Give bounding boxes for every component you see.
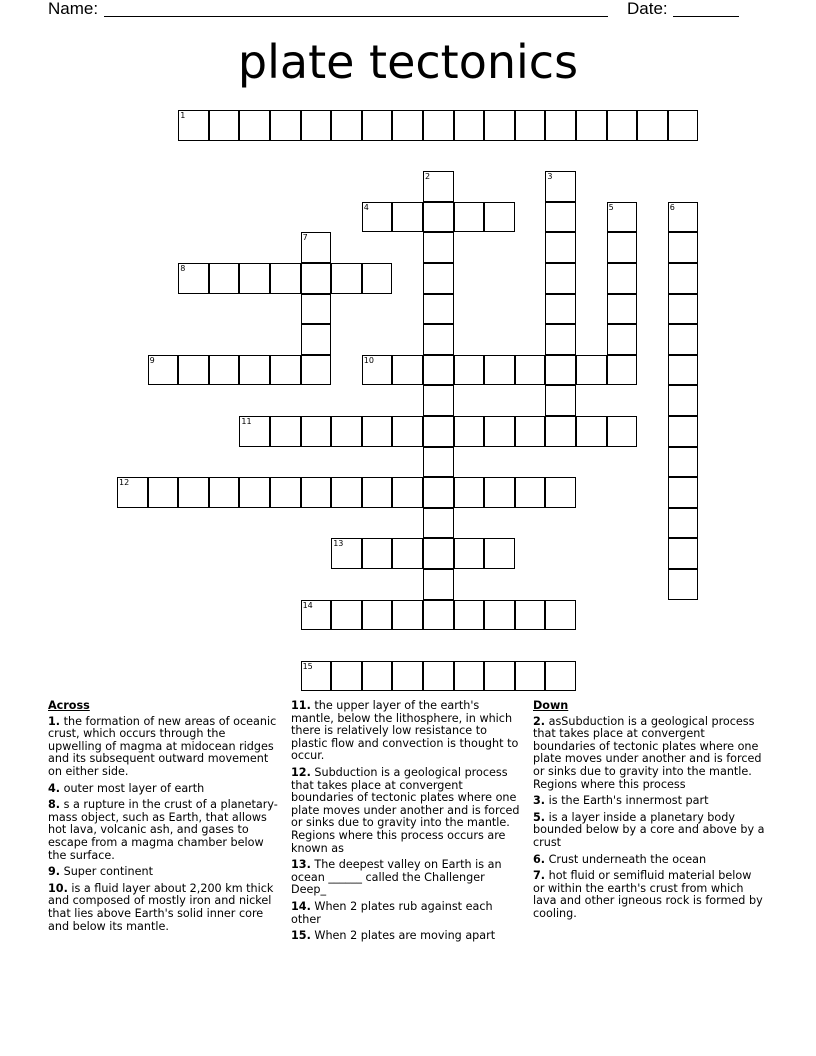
grid-cell[interactable] xyxy=(607,324,638,355)
across-clue xyxy=(48,783,280,796)
grid-cell[interactable] xyxy=(270,355,301,386)
grid-cell[interactable] xyxy=(178,355,209,386)
clue-number: 11 xyxy=(241,417,252,426)
grid-cell[interactable] xyxy=(362,416,393,447)
grid-cell[interactable] xyxy=(423,447,454,478)
grid-cell[interactable] xyxy=(668,355,699,386)
down-clue xyxy=(533,716,765,792)
clue-number: 2. xyxy=(533,714,546,728)
grid-cell[interactable] xyxy=(607,110,638,141)
across-heading: Across xyxy=(48,699,90,712)
clue-number: 5 xyxy=(608,202,614,212)
grid-cell[interactable] xyxy=(484,661,515,692)
grid-cell[interactable] xyxy=(484,538,515,569)
grid-cell[interactable] xyxy=(148,477,179,508)
name-label: Name: xyxy=(48,0,99,18)
clue-number: 15. xyxy=(291,929,311,943)
grid-cell[interactable] xyxy=(515,416,546,447)
grid-cell[interactable] xyxy=(301,477,332,508)
grid-cell[interactable] xyxy=(301,263,332,294)
grid-cell[interactable] xyxy=(668,263,699,294)
across-clues-column-1 xyxy=(48,700,280,937)
grid-cell[interactable] xyxy=(454,477,485,508)
grid-cell[interactable] xyxy=(576,416,607,447)
clue-text: is a fluid layer about 2,200 km thick and composed of mostly iron and nickel that lies above Earth's solid inner core and below its mantle. xyxy=(48,881,274,933)
clue-number: 8 xyxy=(180,264,186,273)
grid-cell[interactable] xyxy=(454,416,485,447)
clue-text: The deepest valley on Earth is an ocean ______ called the Challenger Deep_ xyxy=(291,858,502,897)
clue-text: s a rupture in the crust of a planetary-mass object, such as Earth, that allows hot lava, volcanic ash, and gases to escape from a magma chamber below the surface. xyxy=(48,798,278,862)
grid-cell[interactable] xyxy=(178,263,209,294)
grid-cell[interactable] xyxy=(423,569,454,600)
grid-cell[interactable] xyxy=(637,110,668,141)
grid-cell[interactable] xyxy=(423,355,454,386)
grid-cell[interactable] xyxy=(545,416,576,447)
clue-number: 4. xyxy=(48,781,61,795)
grid-cell[interactable] xyxy=(484,477,515,508)
clue-text: is a layer inside a planetary body bounded below by a core and above by a crust xyxy=(533,810,765,849)
grid-cell[interactable] xyxy=(423,508,454,539)
across-clue xyxy=(48,866,280,879)
clue-number: 4 xyxy=(363,202,369,212)
grid-cell[interactable] xyxy=(545,355,576,386)
grid-cell[interactable] xyxy=(178,477,209,508)
grid-cell[interactable] xyxy=(270,477,301,508)
grid-cell[interactable] xyxy=(423,232,454,263)
grid-cell[interactable] xyxy=(423,294,454,325)
grid-cell[interactable] xyxy=(331,477,362,508)
grid-cell[interactable] xyxy=(515,355,546,386)
grid-cell[interactable] xyxy=(545,171,576,202)
clue-number: 7 xyxy=(302,233,308,243)
clue-number: 9 xyxy=(149,355,155,365)
across-clue xyxy=(291,859,523,897)
clue-number: 13 xyxy=(333,539,344,549)
clue-text: the formation of new areas of oceanic crust, which occurs through the upwelling of magma at midocean ridges and its subsequent outward movement on either side. xyxy=(48,714,277,778)
grid-cell[interactable] xyxy=(545,110,576,141)
clue-number: 14. xyxy=(291,899,311,913)
grid-cell[interactable] xyxy=(362,661,393,692)
date-label: Date: xyxy=(627,0,668,18)
grid-cell[interactable] xyxy=(331,263,362,294)
grid-cell[interactable] xyxy=(668,508,699,539)
grid-cell[interactable] xyxy=(301,355,332,386)
across-clues-column-2 xyxy=(291,700,523,947)
grid-cell[interactable] xyxy=(545,324,576,355)
clue-number: 14 xyxy=(302,600,313,610)
clue-number: 3. xyxy=(533,794,546,808)
grid-cell[interactable] xyxy=(607,263,638,294)
grid-cell[interactable] xyxy=(331,538,362,569)
clue-number: 13. xyxy=(291,858,311,872)
grid-cell[interactable] xyxy=(209,477,240,508)
grid-cell[interactable] xyxy=(515,477,546,508)
grid-cell[interactable] xyxy=(545,202,576,233)
grid-cell[interactable] xyxy=(545,600,576,631)
grid-cell[interactable] xyxy=(392,600,423,631)
grid-cell[interactable] xyxy=(239,477,270,508)
grid-cell[interactable] xyxy=(362,477,393,508)
clue-number: 11. xyxy=(291,699,311,712)
grid-cell[interactable] xyxy=(668,447,699,478)
grid-cell[interactable] xyxy=(331,416,362,447)
down-heading: Down xyxy=(533,699,569,712)
grid-cell[interactable] xyxy=(270,263,301,294)
grid-cell[interactable] xyxy=(239,263,270,294)
grid-cell[interactable] xyxy=(545,661,576,692)
grid-cell[interactable] xyxy=(301,600,332,631)
grid-cell[interactable] xyxy=(454,600,485,631)
down-clues-column xyxy=(533,700,765,925)
down-clue xyxy=(533,870,765,920)
grid-cell[interactable] xyxy=(301,661,332,692)
grid-cell[interactable] xyxy=(607,294,638,325)
clue-number: 6 xyxy=(669,202,675,212)
clue-text: Crust underneath the ocean xyxy=(545,852,707,866)
grid-cell[interactable] xyxy=(423,477,454,508)
clue-number: 1 xyxy=(180,111,186,120)
grid-cell[interactable] xyxy=(576,355,607,386)
across-clue xyxy=(48,799,280,862)
clue-number: 2 xyxy=(425,172,431,182)
clue-number: 15 xyxy=(302,661,313,671)
grid-cell[interactable] xyxy=(331,661,362,692)
down-clue xyxy=(533,795,765,808)
clue-text: hot fluid or semifluid material below or within the earth's crust from which lava and other igneous rock is formed by cooling. xyxy=(533,869,763,920)
grid-cell[interactable] xyxy=(484,600,515,631)
clue-number: 12 xyxy=(119,478,130,488)
grid-cell[interactable] xyxy=(423,171,454,202)
grid-cell[interactable] xyxy=(362,110,393,141)
grid-cell[interactable] xyxy=(515,600,546,631)
grid-cell[interactable] xyxy=(484,416,515,447)
grid-cell[interactable] xyxy=(423,202,454,233)
clue-text: is the Earth's innermost part xyxy=(545,794,709,808)
grid-cell[interactable] xyxy=(362,263,393,294)
grid-cell[interactable] xyxy=(423,263,454,294)
across-clue xyxy=(48,883,280,933)
down-clue xyxy=(533,854,765,867)
clue-number: 10 xyxy=(363,355,374,365)
grid-cell[interactable] xyxy=(301,110,332,141)
grid-cell[interactable] xyxy=(331,110,362,141)
clue-text: When 2 plates are moving apart xyxy=(310,929,496,943)
grid-cell[interactable] xyxy=(423,538,454,569)
grid-cell[interactable] xyxy=(668,477,699,508)
grid-cell[interactable] xyxy=(454,538,485,569)
grid-cell[interactable] xyxy=(454,661,485,692)
clue-text: Super continent xyxy=(60,865,153,879)
grid-cell[interactable] xyxy=(607,232,638,263)
grid-cell[interactable] xyxy=(668,569,699,600)
grid-cell[interactable] xyxy=(392,538,423,569)
grid-cell[interactable] xyxy=(148,355,179,386)
across-clue xyxy=(291,700,523,763)
grid-cell[interactable] xyxy=(423,416,454,447)
grid-cell[interactable] xyxy=(454,355,485,386)
clue-text: asSubduction is a geological process that takes place at convergent boundaries of tectonic plates where one plate moves under another and is forced or sinks due to gravity into the mantle. Regions where this process xyxy=(533,714,762,791)
grid-cell[interactable] xyxy=(239,355,270,386)
grid-cell[interactable] xyxy=(392,355,423,386)
grid-cell[interactable] xyxy=(362,538,393,569)
clue-number: 12. xyxy=(291,765,311,779)
grid-cell[interactable] xyxy=(117,477,148,508)
grid-cell[interactable] xyxy=(515,661,546,692)
grid-cell[interactable] xyxy=(576,110,607,141)
grid-cell[interactable] xyxy=(668,110,699,141)
grid-cell[interactable] xyxy=(270,110,301,141)
grid-cell[interactable] xyxy=(301,232,332,263)
grid-cell[interactable] xyxy=(392,477,423,508)
grid-cell[interactable] xyxy=(668,538,699,569)
grid-cell[interactable] xyxy=(209,263,240,294)
grid-cell[interactable] xyxy=(668,324,699,355)
grid-cell[interactable] xyxy=(270,416,301,447)
grid-cell[interactable] xyxy=(484,355,515,386)
grid-cell[interactable] xyxy=(209,110,240,141)
down-clue xyxy=(533,812,765,850)
grid-cell[interactable] xyxy=(178,110,209,141)
grid-cell[interactable] xyxy=(668,294,699,325)
grid-cell[interactable] xyxy=(209,355,240,386)
grid-cell[interactable] xyxy=(392,661,423,692)
grid-cell[interactable] xyxy=(607,416,638,447)
grid-cell[interactable] xyxy=(423,385,454,416)
across-clue xyxy=(291,767,523,855)
clue-number: 7. xyxy=(533,869,546,883)
clue-text: Subduction is a geological process that takes place at convergent boundaries of tectonic plates where one plate moves under another and is forced or sinks due to gravity into the mantle. Regions where this process occurs are known as xyxy=(291,765,520,855)
grid-cell[interactable] xyxy=(607,202,638,233)
clue-number: 8. xyxy=(48,798,61,812)
clue-text: outer most layer of earth xyxy=(60,781,205,795)
grid-cell[interactable] xyxy=(301,324,332,355)
grid-cell[interactable] xyxy=(239,110,270,141)
grid-cell[interactable] xyxy=(545,232,576,263)
grid-cell[interactable] xyxy=(484,110,515,141)
clue-text: the upper layer of the earth's mantle, below the lithosphere, in which there is relatively low resistance to plastic flow and convection is thought to occur. xyxy=(291,699,519,763)
page-title: plate tectonics xyxy=(237,35,579,89)
grid-cell[interactable] xyxy=(392,416,423,447)
across-clue xyxy=(48,716,280,779)
clue-number: 3 xyxy=(547,172,553,182)
grid-cell[interactable] xyxy=(668,202,699,233)
clue-number: 5. xyxy=(533,810,546,824)
grid-cell[interactable] xyxy=(454,202,485,233)
grid-cell[interactable] xyxy=(301,294,332,325)
grid-cell[interactable] xyxy=(607,355,638,386)
grid-cell[interactable] xyxy=(668,416,699,447)
grid-cell[interactable] xyxy=(362,202,393,233)
grid-cell[interactable] xyxy=(545,385,576,416)
grid-cell[interactable] xyxy=(423,661,454,692)
grid-cell[interactable] xyxy=(392,110,423,141)
grid-cell[interactable] xyxy=(515,110,546,141)
grid-cell[interactable] xyxy=(423,324,454,355)
grid-cell[interactable] xyxy=(484,202,515,233)
clue-number: 9. xyxy=(48,865,61,879)
grid-cell[interactable] xyxy=(454,110,485,141)
grid-cell[interactable] xyxy=(545,263,576,294)
clue-text: When 2 plates rub against each other xyxy=(291,899,493,926)
grid-cell[interactable] xyxy=(331,600,362,631)
grid-cell[interactable] xyxy=(668,232,699,263)
grid-cell[interactable] xyxy=(668,385,699,416)
grid-cell[interactable] xyxy=(239,416,270,447)
clue-number: 10. xyxy=(48,881,68,895)
grid-cell[interactable] xyxy=(545,477,576,508)
across-clue xyxy=(291,930,523,943)
clue-number: 6. xyxy=(533,852,546,866)
grid-cell[interactable] xyxy=(362,355,393,386)
grid-cell[interactable] xyxy=(392,202,423,233)
grid-cell[interactable] xyxy=(423,110,454,141)
grid-cell[interactable] xyxy=(301,416,332,447)
grid-cell[interactable] xyxy=(545,294,576,325)
clue-number: 1. xyxy=(48,714,61,728)
grid-cell[interactable] xyxy=(423,600,454,631)
grid-cell[interactable] xyxy=(362,600,393,631)
across-clue xyxy=(291,901,523,926)
